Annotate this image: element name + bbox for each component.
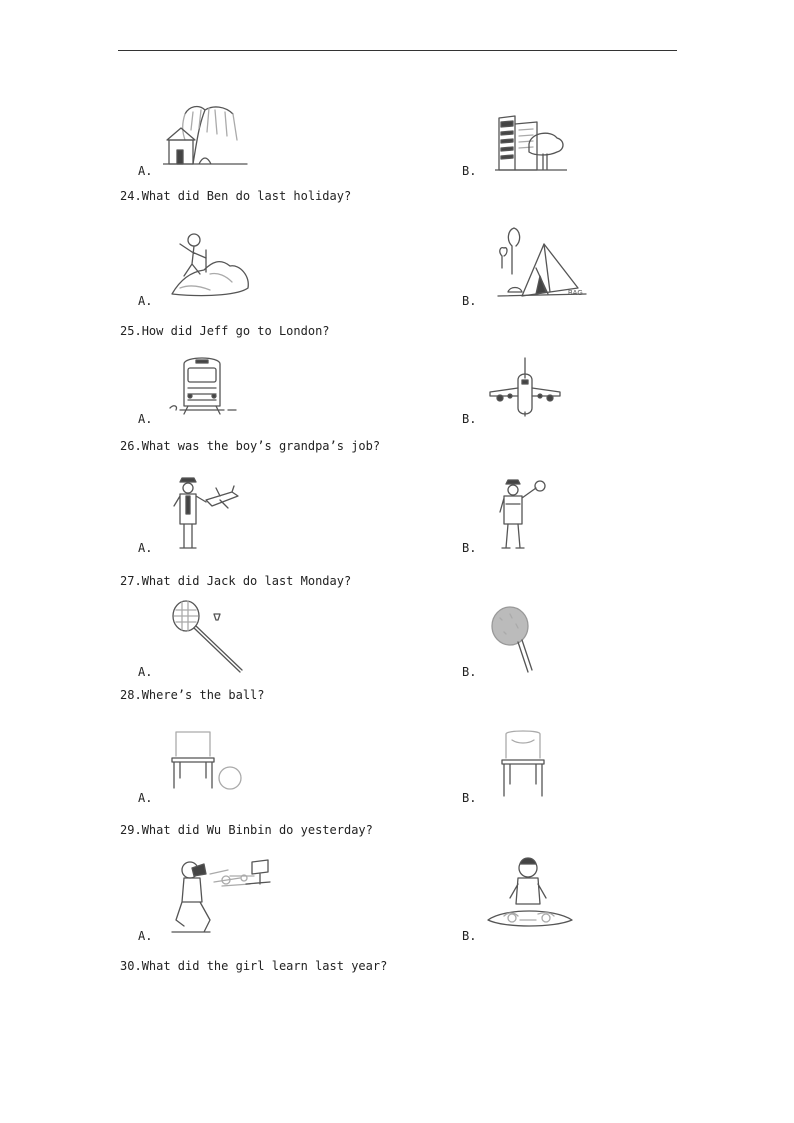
option-b-label: B. — [462, 412, 477, 426]
ping-pong-paddle-picture[interactable] — [488, 604, 544, 676]
boy-taking-photos-picture[interactable] — [170, 852, 274, 936]
bag-caption: BAG — [568, 290, 583, 297]
question-number: 30. — [120, 959, 142, 973]
question-text: What did Jack do last Monday? — [141, 574, 352, 588]
tent-picture[interactable] — [496, 226, 590, 304]
option-a-label: A. — [138, 665, 153, 679]
option-b-label: B. — [462, 929, 477, 943]
question-text: What did Ben do last holiday? — [141, 189, 352, 203]
question-29 — [120, 823, 373, 837]
option-a-label: A. — [138, 791, 153, 805]
train-picture[interactable] — [166, 352, 238, 418]
option-a-label: A. — [138, 294, 153, 308]
question-number: 27. — [120, 574, 142, 588]
option-a-label: A. — [138, 164, 153, 178]
question-30 — [120, 959, 387, 973]
city-building-picture[interactable] — [495, 114, 567, 172]
header-rule — [118, 50, 677, 51]
boy-climbing-picture[interactable] — [170, 230, 252, 302]
option-a-label: A. — [138, 412, 153, 426]
ball-next-to-chair-picture[interactable] — [170, 726, 246, 792]
question-text: What did the girl learn last year? — [141, 959, 388, 973]
question-number: 26. — [120, 439, 142, 453]
airplane-picture[interactable] — [486, 356, 564, 418]
pilot-picture[interactable] — [172, 474, 242, 552]
badminton-racket-picture[interactable] — [168, 598, 248, 676]
chair-picture[interactable] — [498, 730, 550, 800]
question-text: What was the boy’s grandpa’s job? — [141, 439, 381, 453]
option-b-label: B. — [462, 665, 477, 679]
question-text: Where’s the ball? — [141, 688, 265, 702]
question-25 — [120, 324, 330, 338]
boy-having-picnic-picture[interactable] — [484, 854, 576, 934]
question-24 — [120, 189, 351, 203]
option-a-label: A. — [138, 541, 153, 555]
question-26 — [120, 439, 380, 453]
house-tree-picture[interactable] — [163, 100, 248, 166]
question-number: 29. — [120, 823, 142, 837]
question-number: 28. — [120, 688, 142, 702]
question-text: How did Jeff go to London? — [141, 324, 330, 338]
option-a-label: A. — [138, 929, 153, 943]
question-number: 25. — [120, 324, 142, 338]
question-28 — [120, 688, 265, 702]
option-b-label: B. — [462, 164, 477, 178]
policeman-picture[interactable] — [496, 478, 556, 552]
question-text: What did Wu Binbin do yesterday? — [141, 823, 373, 837]
question-number: 24. — [120, 189, 142, 203]
question-27 — [120, 574, 351, 588]
option-b-label: B. — [462, 541, 477, 555]
option-b-label: B. — [462, 294, 477, 308]
option-b-label: B. — [462, 791, 477, 805]
